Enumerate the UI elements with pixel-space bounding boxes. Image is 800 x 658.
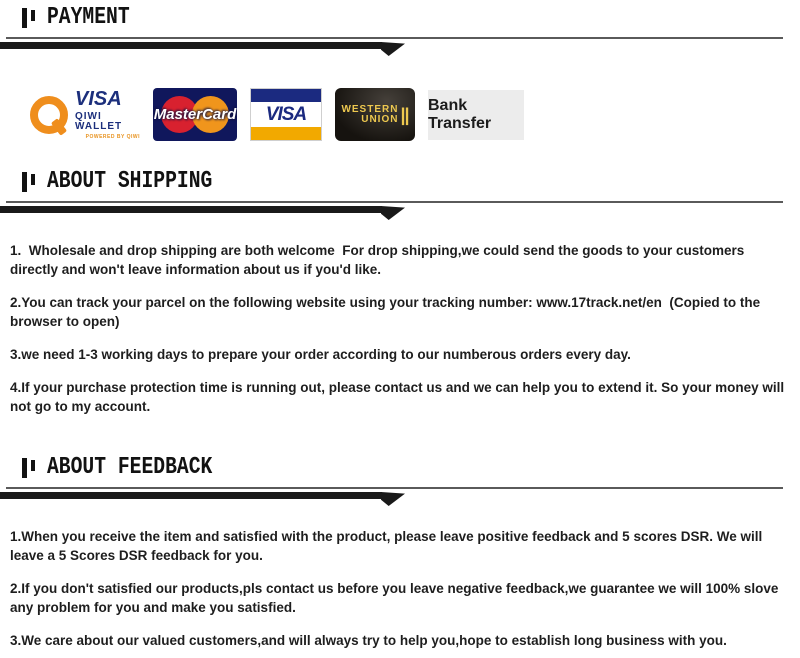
qiwi-text-block [75, 89, 140, 140]
divider-thin-line [6, 201, 783, 203]
western-union-text [341, 105, 398, 125]
shipping-paragraph-3: 3.we need 1-3 working days to prepare your order according to our numberous orders every day. [10, 347, 631, 362]
marker-bar-tall [22, 172, 27, 192]
section-marker-icon [22, 172, 35, 192]
divider-thin-line [6, 37, 783, 39]
marker-bar-short [31, 174, 35, 185]
qiwi-visa-wallet-logo [30, 87, 140, 142]
marker-bar-short [31, 460, 35, 471]
mastercard-logo [153, 88, 237, 141]
bank-transfer-label: Bank Transfer [428, 96, 492, 132]
shipping-paragraph-4: 4.If your purchase protection time is running out, please contact us and we can help you to extend it. So your money will not go to my account. [10, 380, 788, 414]
section-marker-icon [22, 458, 35, 478]
shipping-paragraphs [0, 241, 800, 416]
visa-bottom-band [251, 127, 321, 140]
western-union-line2: UNION [361, 113, 399, 125]
visa-label: VISA [265, 103, 307, 125]
divider-thick-line [0, 206, 382, 213]
western-union-bars-icon: || [400, 104, 409, 125]
shipping-divider-arrow [0, 201, 800, 217]
divider-arrowhead-icon [381, 492, 405, 506]
divider-thick-line [0, 42, 382, 49]
feedback-paragraph-1: 1.When you receive the item and satisfied with the product, please leave positive feedback and 5 scores DSR. We will leave a 5 Scores DSR feedback for you. [10, 529, 767, 563]
divider-arrowhead-icon [381, 206, 405, 220]
mastercard-label: MasterCard [153, 105, 237, 123]
divider-arrowhead-icon [381, 42, 405, 56]
shipping-paragraph-1: 1. Wholesale and drop shipping are both welcome For drop shipping,we could send the goods to your customers directly and won't leave information about us if you'd like. [10, 243, 749, 277]
marker-bar-tall [22, 458, 27, 478]
divider-thin-line [6, 487, 783, 489]
shipping-section-header [0, 170, 800, 194]
feedback-heading: ABOUT FEEDBACK [47, 454, 213, 481]
qiwi-powered-label: POWERED BY QIWI [85, 134, 140, 140]
marker-bar-short [31, 10, 35, 21]
payment-heading: PAYMENT [47, 4, 130, 31]
payment-section-header [0, 6, 800, 30]
shipping-paragraph-2: 2.You can track your parcel on the following website using your tracking number: www.17track.net/en (Copied to the browser to open) [10, 295, 764, 329]
visa-logo [250, 88, 322, 141]
feedback-paragraphs [0, 527, 800, 650]
western-union-line1: WESTERN [341, 103, 399, 115]
qiwi-visa-label: VISA [75, 88, 122, 110]
section-marker-icon [22, 8, 35, 28]
qiwi-wallet-label: QIWI WALLET [75, 111, 123, 132]
shipping-heading: ABOUT SHIPPING [47, 168, 213, 195]
western-union-logo [335, 88, 415, 141]
feedback-paragraph-2: 2.If you don't satisfied our products,pls contact us before you leave negative feedback,we guarantee we will 100% slove any problem for you and make you satisfied. [10, 581, 783, 615]
visa-top-band [251, 89, 321, 102]
feedback-divider-arrow [0, 487, 800, 503]
payment-divider-arrow [0, 37, 800, 53]
bank-transfer-logo [428, 90, 524, 140]
feedback-section-header [0, 456, 800, 480]
divider-thick-line [0, 492, 382, 499]
payment-methods-row [30, 87, 800, 142]
marker-bar-tall [22, 8, 27, 28]
feedback-paragraph-3: 3.We care about our valued customers,and will always try to help you,hope to establish long business with you. [10, 633, 727, 648]
qiwi-q-icon [30, 96, 68, 134]
